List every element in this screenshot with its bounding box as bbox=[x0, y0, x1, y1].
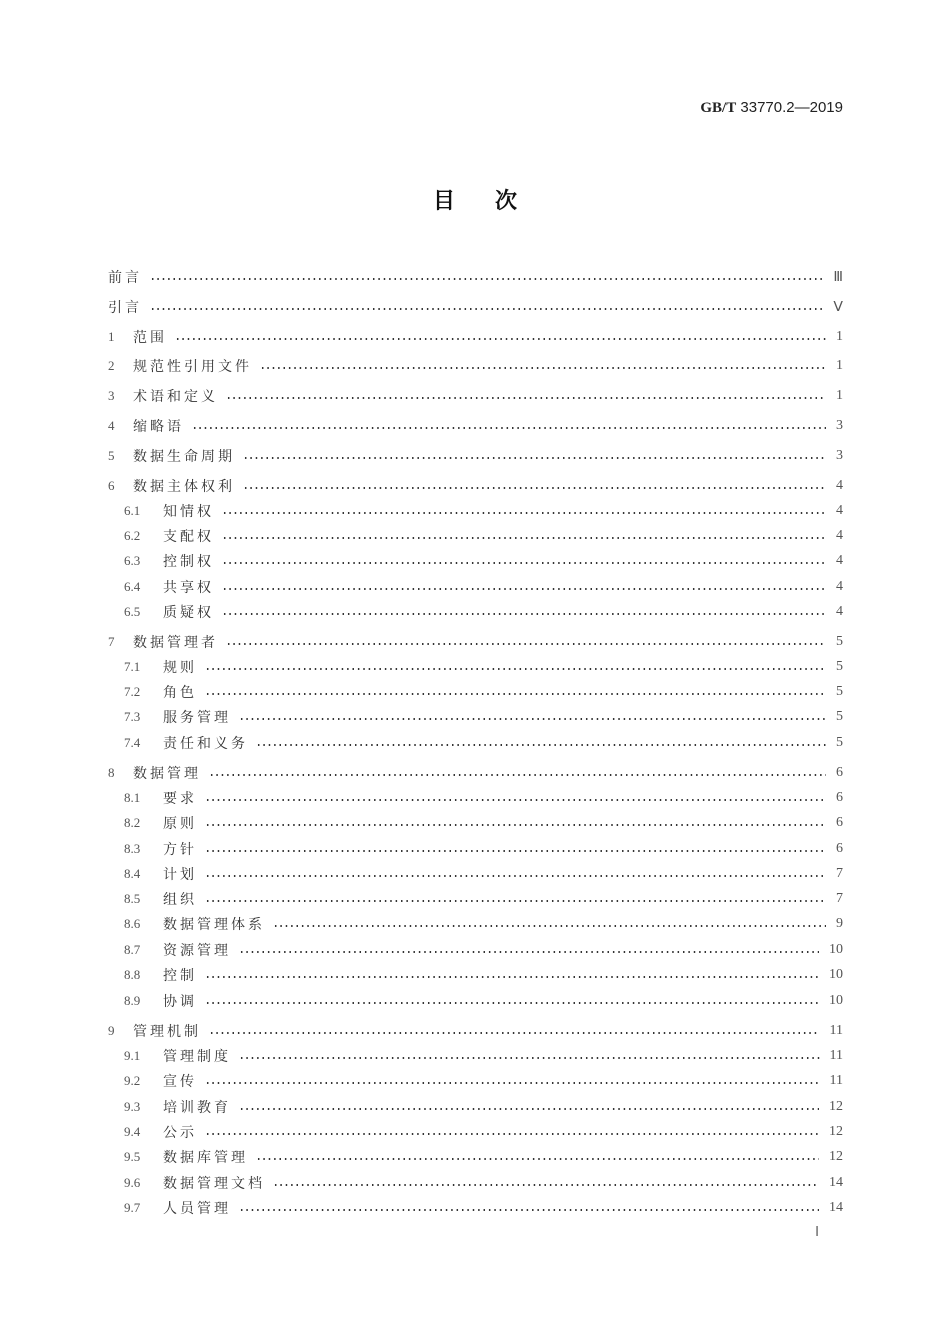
toc-entry-page: 3 bbox=[836, 418, 843, 433]
toc-entry[interactable] bbox=[0, 446, 950, 466]
toc-entry-label: 原则 bbox=[163, 816, 197, 832]
toc-entry-page: 4 bbox=[836, 478, 843, 493]
dot-leader bbox=[222, 613, 826, 615]
dot-leader bbox=[209, 1032, 820, 1034]
toc-entry-number: 8.9 bbox=[124, 993, 141, 1008]
toc-entry[interactable] bbox=[0, 839, 950, 859]
toc-entry-number: 9.3 bbox=[124, 1099, 141, 1114]
toc-entry[interactable] bbox=[0, 1071, 950, 1091]
toc-entry[interactable] bbox=[0, 297, 950, 317]
toc-entry[interactable] bbox=[0, 657, 950, 677]
toc-entry[interactable] bbox=[0, 813, 950, 833]
toc-entry-page: Ⅲ bbox=[833, 269, 843, 285]
toc-entry-page: 5 bbox=[836, 659, 843, 674]
toc-entry-label: 管理机制 bbox=[133, 1024, 201, 1040]
toc-entry-page: 14 bbox=[829, 1200, 843, 1215]
dot-leader bbox=[239, 718, 826, 720]
dot-leader bbox=[205, 693, 826, 695]
toc-entry[interactable] bbox=[0, 416, 950, 436]
dot-leader bbox=[205, 976, 819, 978]
dot-leader bbox=[243, 487, 826, 489]
dot-leader bbox=[239, 1209, 819, 1211]
toc-entry-number: 6.5 bbox=[124, 604, 141, 619]
toc-entry-page: 5 bbox=[836, 684, 843, 699]
toc-entry-number: 8.1 bbox=[124, 790, 141, 805]
toc-entry-page: 12 bbox=[829, 1149, 843, 1164]
toc-entry[interactable] bbox=[0, 602, 950, 622]
toc-entry-page: 5 bbox=[836, 735, 843, 750]
toc-entry-page: 10 bbox=[829, 967, 843, 982]
dot-leader bbox=[192, 427, 826, 429]
toc-entry-number: 7.4 bbox=[124, 735, 141, 750]
toc-entry-page: 6 bbox=[836, 815, 843, 830]
toc-entry[interactable] bbox=[0, 707, 950, 727]
toc-entry-label: 服务管理 bbox=[163, 710, 231, 726]
toc-entry-label: 共享权 bbox=[163, 580, 214, 596]
toc-entry-page: 4 bbox=[836, 604, 843, 619]
toc-entry-number: 8.2 bbox=[124, 815, 141, 830]
toc-entry-label: 培训教育 bbox=[163, 1100, 231, 1116]
dot-leader bbox=[222, 537, 826, 539]
dot-leader bbox=[226, 397, 826, 399]
page-folio: Ⅰ bbox=[815, 1225, 820, 1240]
toc-entry[interactable] bbox=[0, 267, 950, 287]
toc-entry-number: 6.1 bbox=[124, 503, 141, 518]
dot-leader bbox=[256, 1158, 819, 1160]
toc-entry-number: 7.1 bbox=[124, 659, 141, 674]
toc-entry-number: 2 bbox=[108, 358, 115, 373]
toc-entry-label: 数据主体权利 bbox=[133, 479, 235, 495]
toc-entry-label: 协调 bbox=[163, 994, 197, 1010]
toc-entry-label: 前言 bbox=[108, 270, 142, 286]
toc-entry-page: 4 bbox=[836, 579, 843, 594]
dot-leader bbox=[239, 1108, 819, 1110]
toc-entry-number: 4 bbox=[108, 418, 115, 433]
toc-entry-page: 6 bbox=[836, 841, 843, 856]
dot-leader bbox=[205, 1082, 820, 1084]
toc-entry[interactable] bbox=[0, 914, 950, 934]
toc-entry-label: 责任和义务 bbox=[163, 736, 248, 752]
toc-entry-page: 7 bbox=[836, 866, 843, 881]
dot-leader bbox=[205, 824, 826, 826]
toc-entry-number: 8.7 bbox=[124, 942, 141, 957]
toc-entry-number: 5 bbox=[108, 448, 115, 463]
toc-entry-number: 6.4 bbox=[124, 579, 141, 594]
toc-entry-page: 4 bbox=[836, 528, 843, 543]
standard-number: 33770.2—2019 bbox=[740, 99, 843, 116]
standard-prefix: GB/T bbox=[700, 100, 737, 116]
toc-entry[interactable] bbox=[0, 551, 950, 571]
dot-leader bbox=[205, 1002, 819, 1004]
toc-entry[interactable] bbox=[0, 327, 950, 347]
toc-entry-label: 方针 bbox=[163, 842, 197, 858]
toc-entry-page: 5 bbox=[836, 634, 843, 649]
toc-entry-page: 1 bbox=[836, 388, 843, 403]
toc-entry-label: 宣传 bbox=[163, 1074, 197, 1090]
toc-entry[interactable] bbox=[0, 991, 950, 1011]
toc-entry-number: 9.6 bbox=[124, 1175, 141, 1190]
toc-entry-number: 8.4 bbox=[124, 866, 141, 881]
toc-entry-number: 8.5 bbox=[124, 891, 141, 906]
toc-entry[interactable] bbox=[0, 1097, 950, 1117]
toc-entry-number: 8 bbox=[108, 765, 115, 780]
dot-leader bbox=[205, 850, 826, 852]
dot-leader bbox=[260, 367, 826, 369]
dot-leader bbox=[205, 900, 826, 902]
dot-leader bbox=[205, 668, 826, 670]
toc-entry-label: 数据管理 bbox=[133, 766, 201, 782]
toc-entry-label: 数据管理文档 bbox=[163, 1176, 265, 1192]
toc-entry-page: 6 bbox=[836, 765, 843, 780]
toc-entry-number: 7.2 bbox=[124, 684, 141, 699]
toc-entry-page: 4 bbox=[836, 553, 843, 568]
toc-entry[interactable] bbox=[0, 1198, 950, 1218]
page-title: 目次 bbox=[432, 189, 557, 214]
toc-entry-number: 9.2 bbox=[124, 1073, 141, 1088]
toc-entry-label: 管理制度 bbox=[163, 1049, 231, 1065]
toc-entry-page: 12 bbox=[829, 1099, 843, 1114]
toc-entry-page: 9 bbox=[836, 916, 843, 931]
toc-entry-number: 8.8 bbox=[124, 967, 141, 982]
toc-entry-label: 知情权 bbox=[163, 504, 214, 520]
toc-entry-label: 术语和定义 bbox=[133, 389, 218, 405]
toc-entry-number: 3 bbox=[108, 388, 115, 403]
toc-entry-page: 5 bbox=[836, 709, 843, 724]
toc-entry-number: 9.5 bbox=[124, 1149, 141, 1164]
dot-leader bbox=[226, 643, 826, 645]
toc-entry-page: Ⅴ bbox=[833, 299, 843, 315]
toc-entry[interactable] bbox=[0, 682, 950, 702]
toc-entry-page: 11 bbox=[829, 1073, 843, 1088]
toc-entry[interactable] bbox=[0, 864, 950, 884]
dot-leader bbox=[273, 1184, 819, 1186]
toc-entry-page: 3 bbox=[836, 448, 843, 463]
toc-entry-label: 公示 bbox=[163, 1125, 197, 1141]
toc-entry[interactable] bbox=[0, 1046, 950, 1066]
toc-entry-label: 数据生命周期 bbox=[133, 449, 235, 465]
toc-entry[interactable] bbox=[0, 1173, 950, 1193]
toc-entry[interactable] bbox=[0, 356, 950, 376]
toc-entry-number: 7.3 bbox=[124, 709, 141, 724]
dot-leader bbox=[239, 951, 819, 953]
toc-entry-page: 1 bbox=[836, 329, 843, 344]
toc-entry[interactable] bbox=[0, 733, 950, 753]
toc-entry-number: 7 bbox=[108, 634, 115, 649]
toc-entry-page: 10 bbox=[829, 993, 843, 1008]
toc-entry[interactable] bbox=[0, 1021, 950, 1041]
dot-leader bbox=[273, 925, 826, 927]
toc-entry-label: 缩略语 bbox=[133, 419, 184, 435]
toc-entry-label: 计划 bbox=[163, 867, 197, 883]
toc-entry[interactable] bbox=[0, 632, 950, 652]
toc-entry-number: 6.3 bbox=[124, 553, 141, 568]
toc-entry-page: 14 bbox=[829, 1175, 843, 1190]
toc-entry-page: 11 bbox=[829, 1023, 843, 1038]
dot-leader bbox=[243, 457, 826, 459]
toc-entry-label: 角色 bbox=[163, 685, 197, 701]
toc-entry[interactable] bbox=[0, 1147, 950, 1167]
toc-entry-page: 1 bbox=[836, 358, 843, 373]
dot-leader bbox=[256, 744, 826, 746]
dot-leader bbox=[222, 562, 826, 564]
dot-leader bbox=[222, 512, 826, 514]
toc-entry[interactable] bbox=[0, 1122, 950, 1142]
dot-leader bbox=[209, 774, 826, 776]
toc-entry[interactable] bbox=[0, 788, 950, 808]
toc-entry[interactable] bbox=[0, 501, 950, 521]
toc-entry-page: 10 bbox=[829, 942, 843, 957]
toc-entry-page: 4 bbox=[836, 503, 843, 518]
toc-entry-number: 1 bbox=[108, 329, 115, 344]
toc-entry[interactable] bbox=[0, 940, 950, 960]
dot-leader bbox=[222, 588, 826, 590]
toc-entry-page: 12 bbox=[829, 1124, 843, 1139]
toc-entry-label: 控制 bbox=[163, 968, 197, 984]
toc-entry-label: 质疑权 bbox=[163, 605, 214, 621]
toc-entry[interactable] bbox=[0, 386, 950, 406]
toc-entry[interactable] bbox=[0, 476, 950, 496]
toc-entry-number: 8.3 bbox=[124, 841, 141, 856]
toc-entry[interactable] bbox=[0, 965, 950, 985]
toc-entry-number: 9.4 bbox=[124, 1124, 141, 1139]
toc-entry-label: 资源管理 bbox=[163, 943, 231, 959]
toc-entry-number: 6 bbox=[108, 478, 115, 493]
toc-entry[interactable] bbox=[0, 889, 950, 909]
dot-leader bbox=[205, 799, 826, 801]
dot-leader bbox=[239, 1057, 820, 1059]
toc-entry-number: 9.7 bbox=[124, 1200, 141, 1215]
toc-entry-number: 6.2 bbox=[124, 528, 141, 543]
toc-entry-label: 数据库管理 bbox=[163, 1150, 248, 1166]
dot-leader bbox=[205, 1133, 819, 1135]
toc-entry-page: 11 bbox=[829, 1048, 843, 1063]
toc-entry-label: 引言 bbox=[108, 300, 142, 316]
toc-entry-label: 支配权 bbox=[163, 529, 214, 545]
toc-entry-label: 范围 bbox=[133, 330, 167, 346]
toc-entry-label: 要求 bbox=[163, 791, 197, 807]
toc-entry-page: 7 bbox=[836, 891, 843, 906]
toc-entry-page: 6 bbox=[836, 790, 843, 805]
dot-leader bbox=[150, 278, 823, 280]
toc-entry-label: 数据管理体系 bbox=[163, 917, 265, 933]
toc-entry[interactable] bbox=[0, 526, 950, 546]
toc-entry-number: 9.1 bbox=[124, 1048, 141, 1063]
toc-entry-label: 组织 bbox=[163, 892, 197, 908]
toc-entry-label: 控制权 bbox=[163, 554, 214, 570]
dot-leader bbox=[205, 875, 826, 877]
toc-entry[interactable] bbox=[0, 577, 950, 597]
toc-entry-label: 数据管理者 bbox=[133, 635, 218, 651]
toc-entry-number: 8.6 bbox=[124, 916, 141, 931]
toc-entry-label: 人员管理 bbox=[163, 1201, 231, 1217]
toc-entry-number: 9 bbox=[108, 1023, 115, 1038]
toc-entry-label: 规则 bbox=[163, 660, 197, 676]
dot-leader bbox=[175, 338, 826, 340]
toc-entry[interactable] bbox=[0, 763, 950, 783]
dot-leader bbox=[150, 308, 823, 310]
toc-entry-label: 规范性引用文件 bbox=[133, 359, 252, 375]
